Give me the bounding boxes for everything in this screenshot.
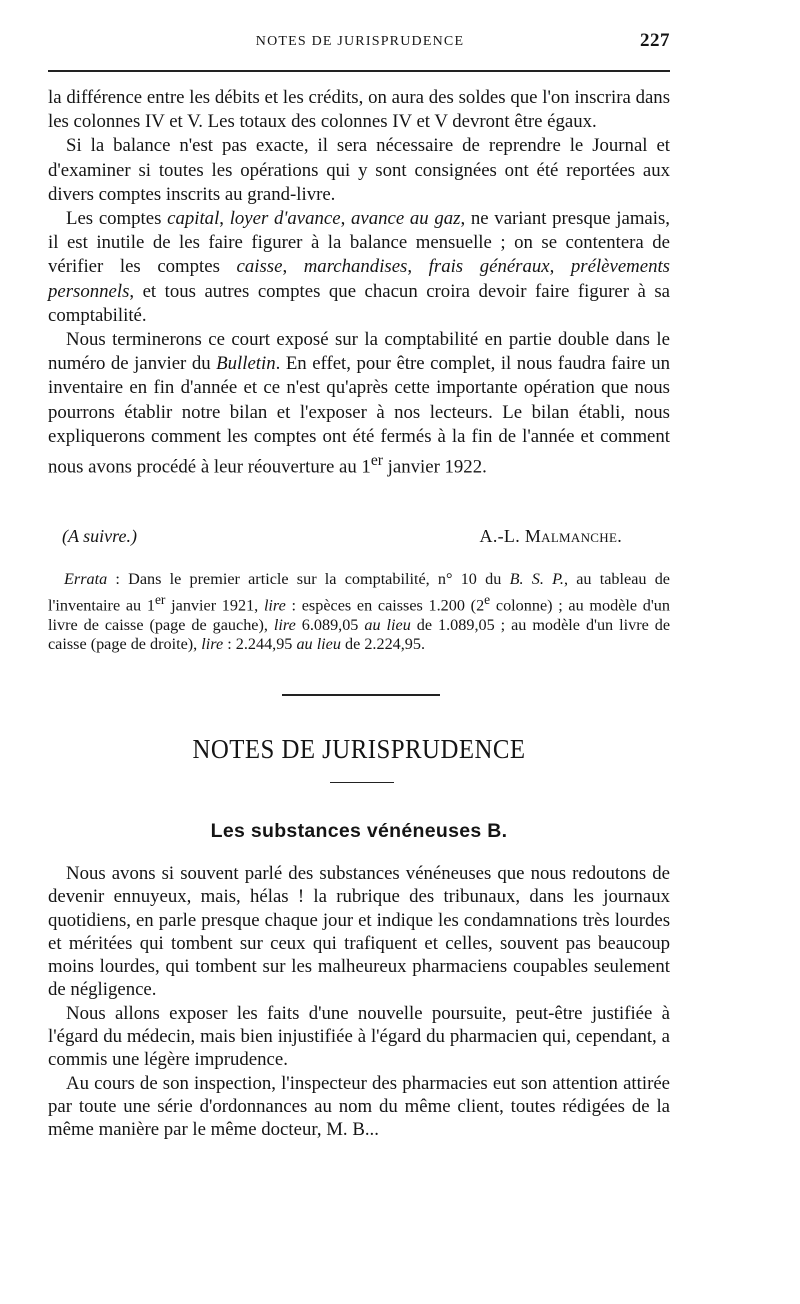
jurisprudence-article — [48, 862, 670, 1142]
paragraph: Si la balance n'est pas exacte, il sera nécessaire de reprendre le Journal et d'examiner si toutes les opérations qui y sont consignées ont été reportées aux divers comptes inscrits au grand-livre. — [48, 135, 670, 205]
section-title: NOTES DE JURISPRUDENCE — [192, 734, 526, 764]
a-suivre: (A suivre.) — [62, 526, 137, 546]
header-rule — [48, 70, 670, 72]
section-divider — [282, 694, 440, 696]
paragraph: la différence entre les débits et les crédits, on aura des soldes que l'on inscrira dans les colonnes IV et V. Les totaux des colonnes IV et V devront être égaux. — [48, 87, 670, 133]
paragraph: Les comptes capital, loyer d'avance, avance au gaz, ne variant presque jamais, il est inutile de les faire figurer à la balance mensuelle ; on se contentera de vérifier les comptes caisse, marchandises, frais généraux, prélèvements personnels, et tous autres comptes que chacun croira devoir faire figurer à sa comptabilité. — [48, 208, 670, 326]
title-rule — [330, 782, 394, 783]
paragraph: Nous allons exposer les faits d'une nouvelle poursuite, peut-être justifiée à l'égard du médecin, mais bien injustifiée à l'égard du pharmacien qui, cependant, a commis une légère imprudence. — [48, 1002, 670, 1071]
author-signature: A.-L. Malmanche. — [479, 526, 622, 546]
paragraph: Au cours de son inspection, l'inspecteur des pharmacies eut son attention attirée par toute une série d'ordonnances au nom du même client, toutes rédigées de la même manière par le même docteur, M. B... — [48, 1072, 670, 1141]
comptabilite-article — [48, 86, 670, 480]
paragraph: Nous avons si souvent parlé des substances vénéneuses que nous redoutons de devenir ennuyeux, mais, hélas ! la rubrique des tribunaux, dans les journaux quotidiens, en parle presque chaque jour et indique les condamnations très lourdes et méritées qui tombent sur ceux qui trafiquent et celles, souvent pas beaucoup moins lourdes, qui tombent sur les malheureux pharmaciens coupables seulement de négligence. — [48, 863, 670, 1001]
paragraph: Nous terminerons ce court exposé sur la comptabilité en partie double dans le numéro de janvier du Bulletin. En effet, pour être complet, il nous faudra faire un inventaire en fin d'année et ce n'est qu'après cette importante opération que nous pourrons établir notre bilan et l'exposer à nos lecteurs. Le bilan établi, nous expliquerons comment les comptes ont été fermés à la fin de l'année et comment nous avons procédé à leur réouverture au 1er janvier 1922. — [48, 329, 671, 478]
errata-note: Errata : Dans le premier article sur la comptabilité, n° 10 du B. S. P., au tableau de l'inventaire au 1er janvier 1921, lire : espèces en caisses 1.200 (2e colonne) ; au modèle d'un livre de caisse (page de gauche), lire 6.089,05 au lieu de 1.089,05 ; au modèle d'un livre de caisse (page de droite), lire : 2.244,95 au lieu de 2.224,95. — [48, 570, 671, 654]
running-head: NOTES DE JURISPRUDENCE — [255, 34, 465, 49]
subsection-title: Les substances vénéneuses B. — [210, 820, 508, 842]
page-number: 227 — [640, 30, 670, 51]
